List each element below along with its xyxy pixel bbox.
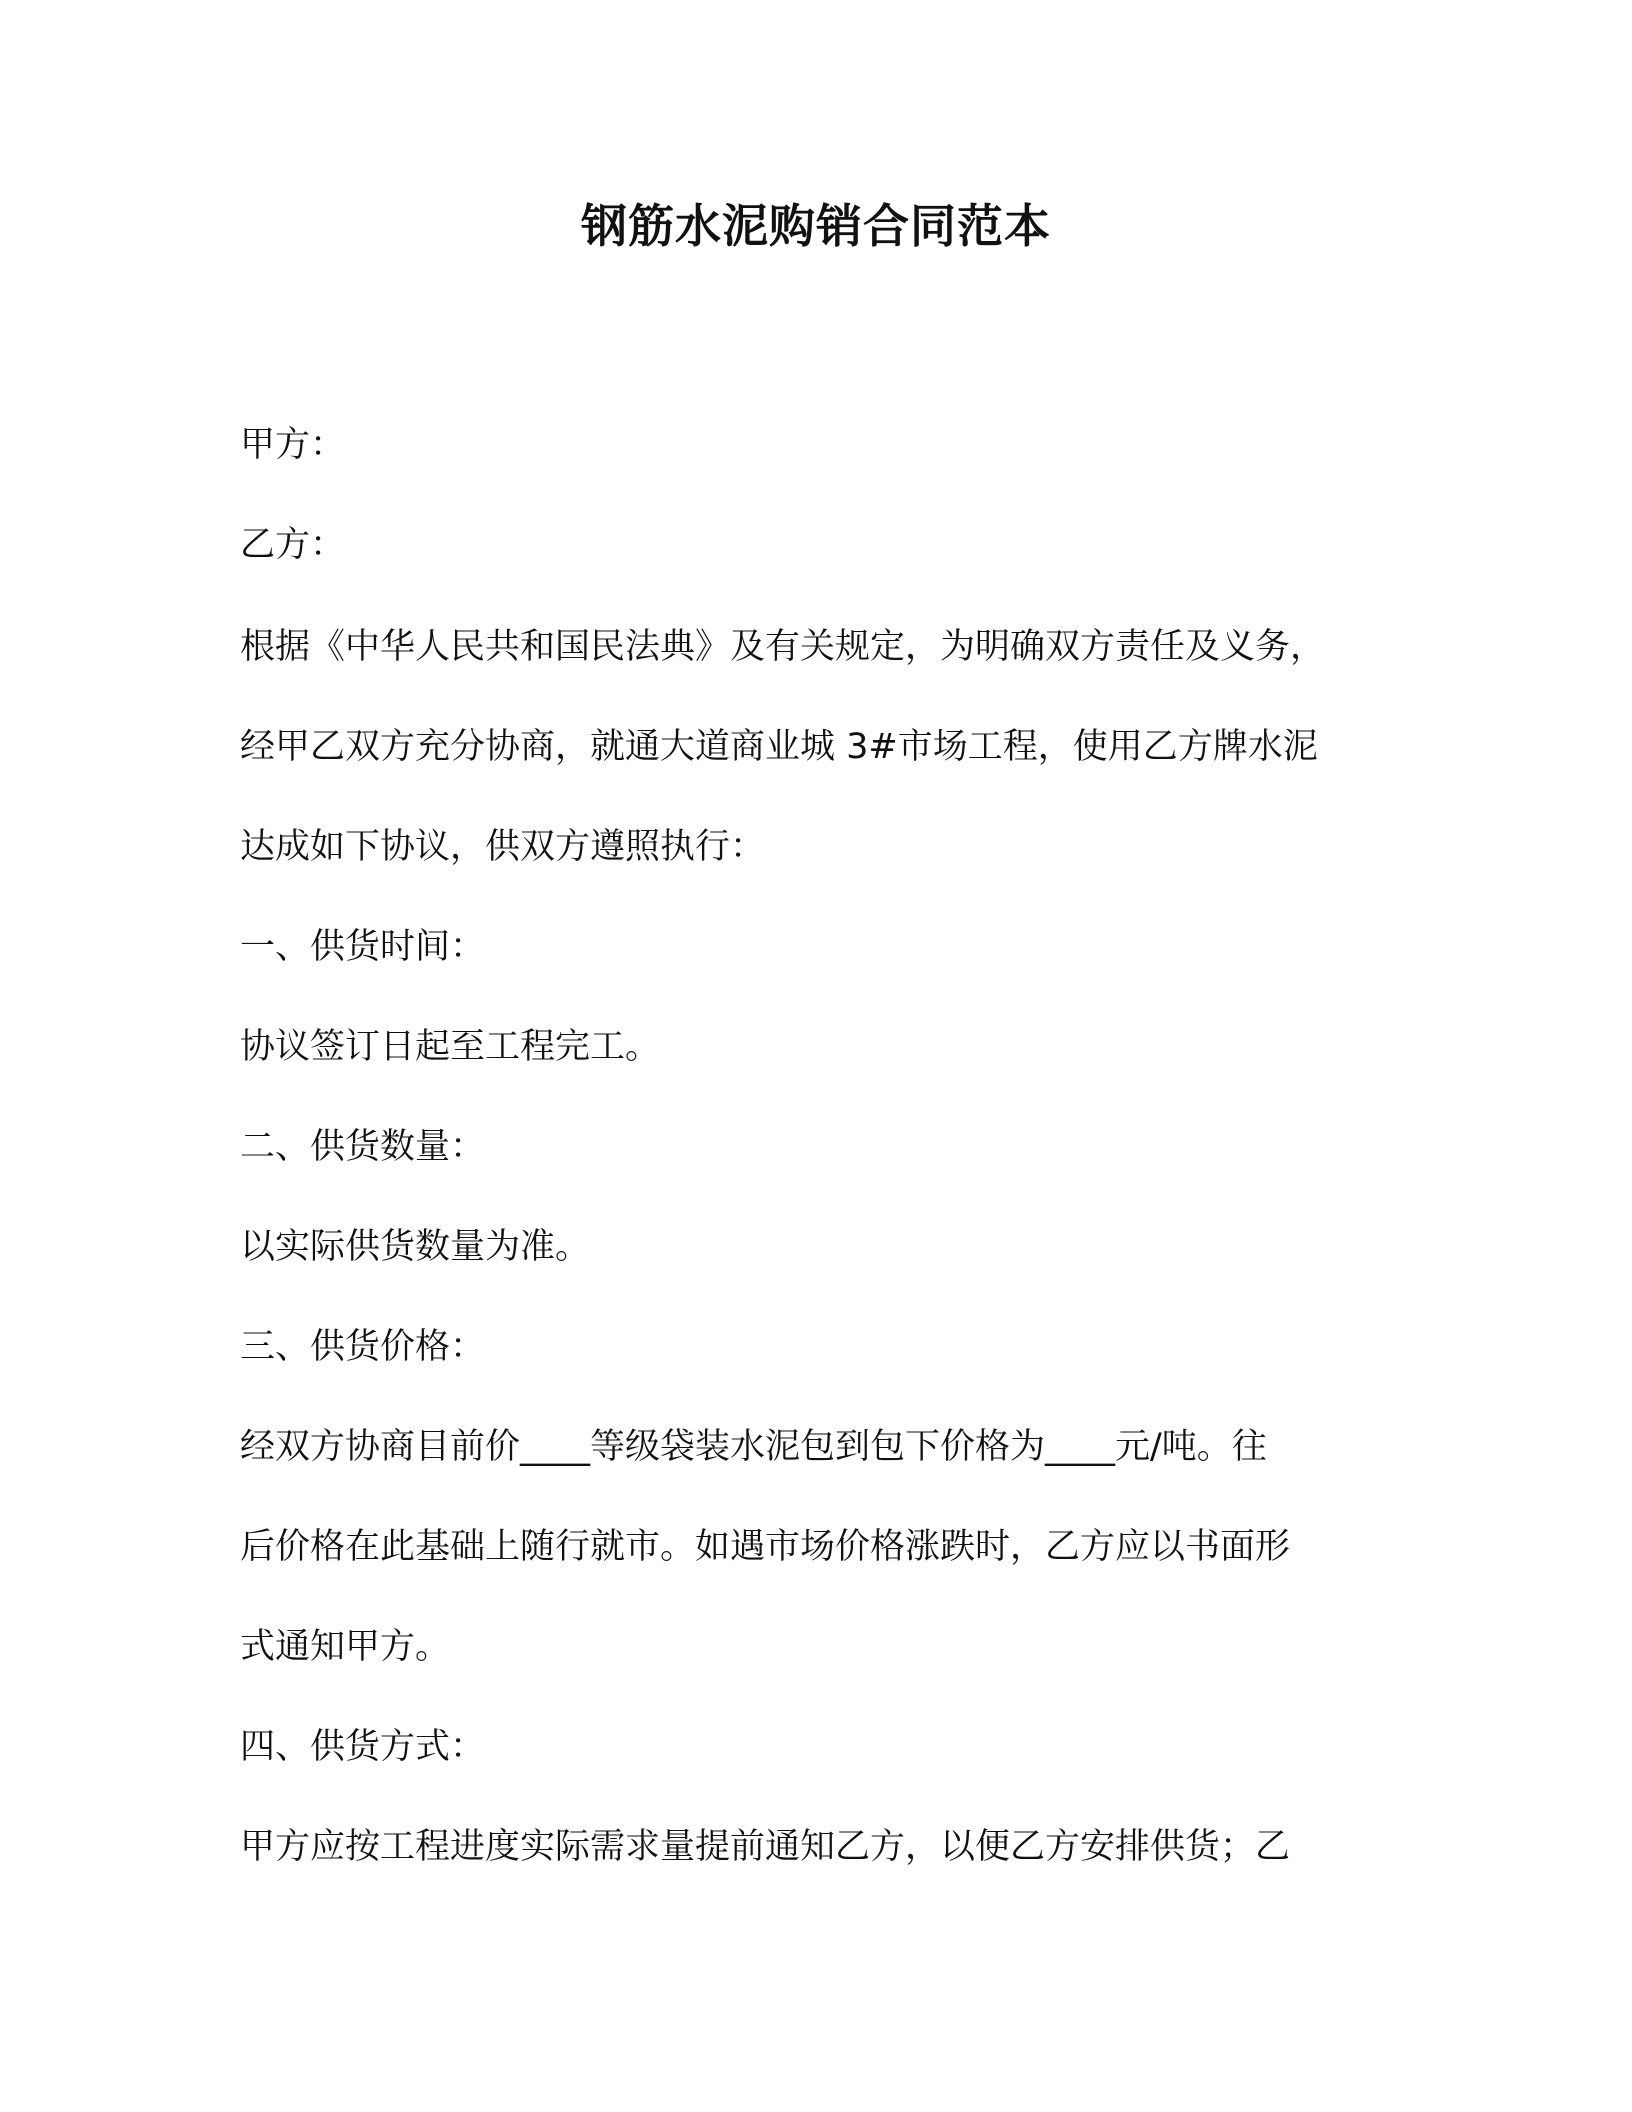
intro-line-3: 达成如下协议，供双方遵照执行： bbox=[240, 827, 766, 867]
section-1-heading: 一、供货时间： bbox=[240, 927, 486, 967]
section-1-body: 协议签订日起至工程完工。 bbox=[240, 1027, 661, 1067]
section-2-body: 以实际供货数量为准。 bbox=[240, 1227, 591, 1267]
section-4-heading: 四、供货方式： bbox=[240, 1727, 486, 1767]
section-3-line-3: 式通知甲方。 bbox=[240, 1627, 451, 1667]
intro-line-2: 经甲乙双方充分协商，就通大道商业城 3#市场工程，使用乙方牌水泥 bbox=[240, 727, 1318, 767]
section-2-heading: 二、供货数量： bbox=[240, 1127, 486, 1167]
intro-line-1: 根据《中华人民共和国民法典》及有关规定，为明确双方责任及义务， bbox=[240, 627, 1326, 667]
section-3-heading: 三、供货价格： bbox=[240, 1327, 486, 1367]
section-4-line-1: 甲方应按工程进度实际需求量提前通知乙方，以便乙方安排供货；乙 bbox=[240, 1827, 1291, 1867]
party-a-label: 甲方： bbox=[240, 425, 346, 465]
section-3-line-2: 后价格在此基础上随行就市。如遇市场价格涨跌时，乙方应以书面形 bbox=[240, 1527, 1291, 1567]
document-title: 钢筋水泥购销合同范本 bbox=[581, 199, 1051, 253]
section-3-line-1: 经双方协商目前价____等级袋装水泥包到包下价格为____元/吨。往 bbox=[240, 1427, 1267, 1467]
party-b-label: 乙方： bbox=[240, 525, 346, 565]
